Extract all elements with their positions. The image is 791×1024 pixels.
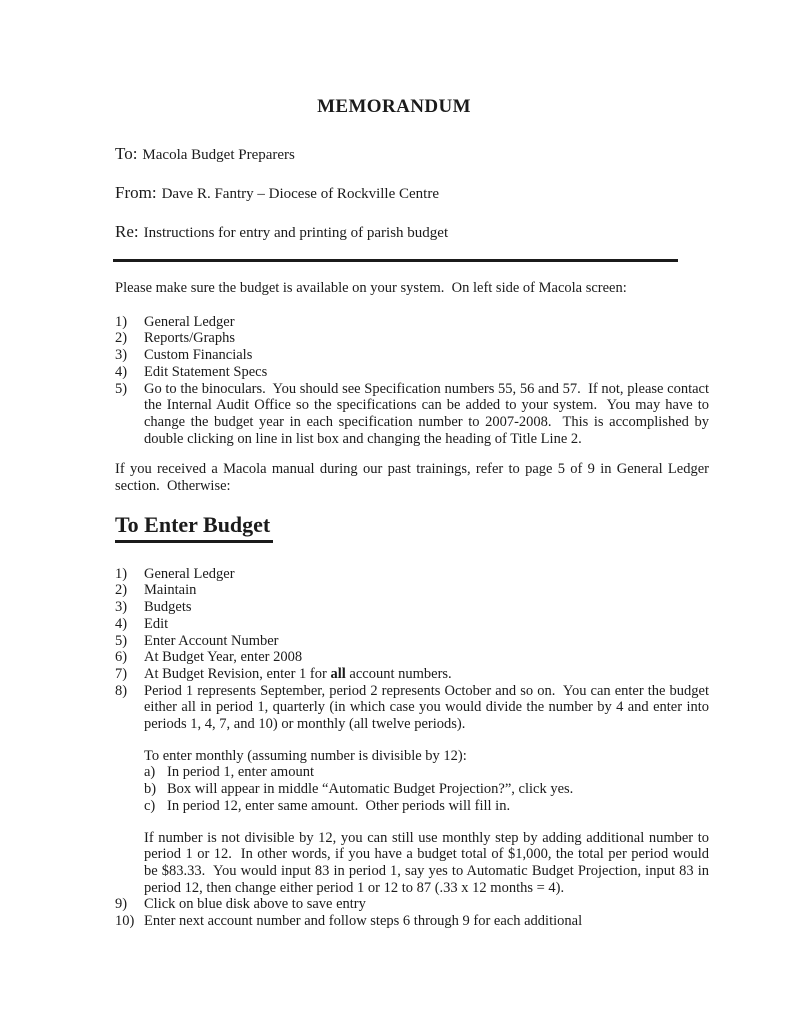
list-item: [115, 649, 709, 666]
list-item-number: 1): [115, 565, 128, 582]
sub-item-text: In period 1, enter amount: [167, 764, 314, 781]
list-item-number: 4): [115, 363, 128, 380]
memo-field-to: [115, 144, 709, 165]
list-item: [115, 913, 709, 930]
list-item: [115, 566, 709, 583]
monthly-intro: To enter monthly (assuming number is divisible by 12):: [144, 747, 467, 764]
list-item-text: Enter next account number and follow steps 6 through 9 for each additional: [144, 913, 583, 930]
list-item-number: 4): [115, 615, 128, 632]
list-item-number: 7): [115, 665, 128, 682]
list-item-number: 5): [115, 380, 128, 397]
sub-item-letter: a): [144, 764, 156, 781]
list-item-text: Click on blue disk above to save entry: [144, 896, 366, 913]
manual-note-paragraph: If you received a Macola manual during our past trainings, refer to page 5 of 9 in General Ledger section. Otherwise:: [115, 461, 713, 495]
step7-post: account numbers.: [345, 665, 452, 682]
list-item: [115, 364, 709, 381]
memo-field-from: [115, 183, 709, 204]
list-item-text: Go to the binoculars. You should see Specification numbers 55, 56 and 57. If not, please contact the Internal Audit Office so the specifications can be added to your system. You may have to change the budget year in each specification number to 2007-2008. This is accomplished by double clicking on line in list box and changing the heading of Title Line 2.: [144, 380, 713, 447]
list-item-number: 2): [115, 582, 128, 599]
list-item: [115, 682, 713, 733]
sub-item-text: In period 12, enter same amount. Other periods will fill in.: [167, 797, 511, 814]
list-item-number: 3): [115, 599, 128, 616]
section-heading-wrap: [115, 512, 709, 543]
list-item: [115, 896, 709, 913]
steps-tail-list: [115, 896, 709, 929]
list-item-number: 2): [115, 330, 128, 347]
checklist: [115, 313, 713, 448]
step7-pre: At Budget Revision, enter 1 for: [144, 665, 331, 682]
memo-body: [115, 280, 713, 930]
from-label: From:: [115, 183, 157, 202]
list-item-number: 9): [115, 896, 128, 913]
monthly-block: [144, 747, 713, 897]
list-item: [115, 616, 709, 633]
not-divisible-note: If number is not divisible by 12, you can still use monthly step by adding additional number to period 1 or 12. In other words, if you have a budget total of $1,000, the total per period would be $83.33. You would input 83 in period 1, say yes to Automatic Budget Projection, input 83 in period 12, then change either period 1 or 12 to 87 (.33 x 12 months = 4).: [144, 829, 713, 896]
list-item-text: Budgets: [144, 599, 192, 616]
list-item-text: Edit Statement Specs: [144, 363, 268, 380]
list-item-text: Custom Financials: [144, 347, 253, 364]
list-item-text: At Budget Year, enter 2008: [144, 649, 303, 666]
list-item-number: 6): [115, 649, 128, 666]
sub-list-item: [144, 764, 709, 781]
sub-item-letter: c): [144, 797, 156, 814]
sub-item-text: Box will appear in middle “Automatic Budget Projection?”, click yes.: [167, 781, 574, 798]
step7-bold-word: all: [330, 665, 346, 682]
section-heading: To Enter Budget: [115, 512, 273, 543]
list-item: [115, 314, 709, 331]
sub-list-item: [144, 798, 709, 815]
list-item-number: 8): [115, 682, 128, 699]
list-item: [115, 582, 709, 599]
list-item-number: 10): [115, 913, 135, 930]
list-item: [115, 347, 709, 364]
intro-paragraph: Please make sure the budget is available on your system. On left side of Macola screen:: [115, 280, 627, 296]
list-item: [115, 330, 709, 347]
list-item: [115, 633, 709, 650]
list-item-text: General Ledger: [144, 313, 235, 330]
sub-list-item: [144, 781, 709, 798]
list-item-text: Maintain: [144, 582, 197, 599]
list-item-number: 3): [115, 347, 128, 364]
horizontal-rule: [113, 259, 678, 262]
list-item: [115, 666, 709, 683]
memo-header-fields: [115, 144, 709, 243]
list-item-text: General Ledger: [144, 565, 235, 582]
list-item: [115, 599, 709, 616]
memo-field-re: [115, 222, 709, 243]
list-item-text: Reports/Graphs: [144, 330, 236, 347]
from-value: Dave R. Fantry – Diocese of Rockville Centre: [161, 186, 439, 202]
to-value: Macola Budget Preparers: [142, 147, 295, 163]
sub-item-letter: b): [144, 781, 157, 798]
list-item: [115, 380, 713, 448]
list-item-text: [144, 666, 709, 683]
re-label: Re:: [115, 222, 139, 241]
list-item-text: Enter Account Number: [144, 632, 279, 649]
list-item-text: Edit: [144, 615, 169, 632]
list-item-number: 1): [115, 313, 128, 330]
to-label: To:: [115, 144, 138, 163]
list-item-text: Period 1 represents September, period 2 represents October and so on. You can enter the budget either all in period 1, quarterly (in which case you would divide the number by 4 and enter into periods 1, 4, 7, and 10) or monthly (all twelve periods).: [144, 682, 713, 733]
list-item-number: 5): [115, 632, 128, 649]
memo-title: MEMORANDUM: [317, 96, 471, 117]
re-value: Instructions for entry and printing of parish budget: [143, 225, 449, 241]
steps-list: [115, 565, 713, 733]
